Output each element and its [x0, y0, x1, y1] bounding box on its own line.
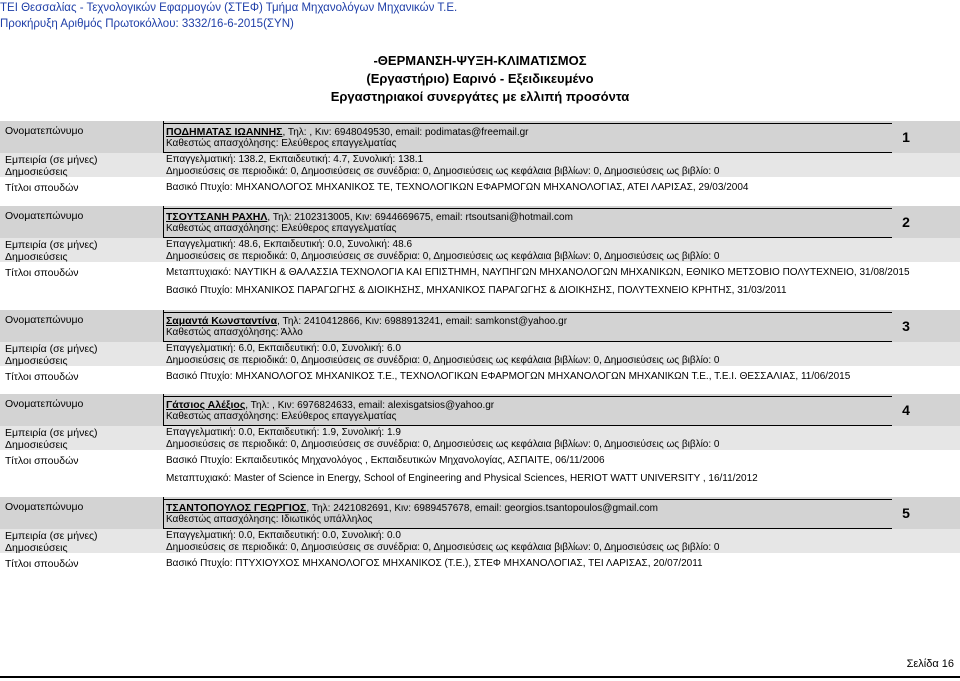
candidate-contact: , Τηλ: , Κιν: 6976824633, email: alexisgatsios@yahoo.gr: [245, 400, 495, 411]
row-band: [0, 426, 960, 438]
name-box-left-rule: [163, 394, 164, 426]
candidate-publications: Δημοσιεύσεις σε περιοδικά: 0, Δημοσιεύσεις σε συνέδρια: 0, Δημοσιεύσεις ως κεφάλαια βιβλίων: 0, Δημοσιεύσεις ως βιβλίο: 0: [166, 542, 720, 553]
candidate-contact: , Τηλ: , Κιν: 6948049530, email: podimatas@freemail.gr: [282, 127, 529, 138]
name-box-left-rule: [163, 310, 164, 342]
label-degrees: Τίτλοι σπουδών: [5, 267, 79, 279]
label-name: Ονοματεπώνυμο: [5, 125, 84, 137]
name-box-bottom-rule: [163, 152, 892, 153]
candidate-number: 4: [902, 402, 910, 418]
label-degrees: Τίτλοι σπουδών: [5, 558, 79, 570]
candidate-experience: Επαγγελματική: 0.0, Εκπαιδευτική: 0.0, Συνολική: 0.0: [166, 530, 401, 541]
candidate-contact: , Τηλ: 2421082691, Κιν: 6989457678, email: georgios.tsantopoulos@gmail.com: [306, 503, 659, 514]
candidate-degree: Βασικό Πτυχίο: ΜΗΧΑΝΟΛΟΓΟΣ ΜΗΧΑΝΙΚΟΣ Τ.Ε., ΤΕΧΝΟΛΟΓΙΚΩΝ ΕΦΑΡΜΟΓΩΝ ΜΗΧΑΝΟΛΟΓΩΝ ΜΗΧΑΝΙΚΩΝ Τ.Ε., Τ.Ε.Ι. ΘΕΣΣΑΛΙΑΣ, 11/06/2015: [166, 371, 851, 382]
name-box-left-rule: [163, 206, 164, 238]
label-publications: Δημοσιεύσεις: [5, 439, 68, 451]
name-box-bottom-rule: [163, 425, 892, 426]
candidate-number: 5: [902, 505, 910, 521]
page-number: Σελίδα 16: [906, 658, 954, 670]
candidate-degree: Μεταπτυχιακό: ΝΑΥΤΙΚΗ & ΘΑΛΑΣΣΙΑ ΤΕΧΝΟΛΟΓΙΑ ΚΑΙ ΕΠΙΣΤΗΜΗ, ΝΑΥΠΗΓΩΝ ΜΗΧΑΝΟΛΟΓΩΝ ΜΗΧΑΝΙΚΩΝ, ΕΘΝΙΚΟ ΜΕΤΣΟΒΙΟ ΠΟΛΥΤΕΧΝΕΙΟ, 31/08/2015: [166, 267, 910, 278]
row-band: [0, 238, 960, 250]
candidate-experience: Επαγγελματική: 48.6, Εκπαιδευτική: 0.0, Συνολική: 48.6: [166, 239, 413, 250]
label-degrees: Τίτλοι σπουδών: [5, 182, 79, 194]
candidate-degree: Βασικό Πτυχίο: ΠΤΥΧΙΟΥΧΟΣ ΜΗΧΑΝΟΛΟΓΟΣ ΜΗΧΑΝΙΚΟΣ (Τ.Ε.), ΣΤΕΦ ΜΗΧΑΝΟΛΟΓΙΑΣ, ΤΕΙ ΛΑΡΙΣΑΣ, 20/07/2011: [166, 558, 703, 569]
row-band: [0, 342, 960, 354]
label-name: Ονοματεπώνυμο: [5, 210, 84, 222]
candidate-name: ΤΣΟΥΤΣΑΝΗ ΡΑΧΗΛ: [166, 211, 268, 223]
label-publications: Δημοσιεύσεις: [5, 542, 68, 554]
candidate-block: [0, 310, 960, 395]
candidate-contact-line: [166, 399, 494, 411]
candidate-employment: Καθεστώς απασχόλησης: Ελεύθερος επαγγελματίας: [166, 223, 397, 234]
name-box-top-rule: [163, 499, 892, 500]
candidate-contact-line: [166, 502, 658, 514]
candidate-contact: , Τηλ: 2410412866, Κιν: 6988913241, email: samkonst@yahoo.gr: [277, 316, 568, 327]
label-degrees: Τίτλοι σπουδών: [5, 455, 79, 467]
header-announcement: Προκήρυξη Αριθμός Πρωτοκόλλου: 3332/16-6-2015(ΣΥΝ): [0, 18, 294, 30]
candidate-contact-line: [166, 315, 567, 327]
label-degrees: Τίτλοι σπουδών: [5, 371, 79, 383]
name-box-top-rule: [163, 123, 892, 124]
label-experience: Εμπειρία (σε μήνες): [5, 530, 98, 542]
candidate-block: [0, 121, 960, 206]
candidate-publications: Δημοσιεύσεις σε περιοδικά: 0, Δημοσιεύσεις σε συνέδρια: 0, Δημοσιεύσεις ως κεφάλαια βιβλίων: 0, Δημοσιεύσεις ως βιβλίο: 0: [166, 251, 720, 262]
candidate-degree: Μεταπτυχιακό: Master of Science in Energy, School of Engineering and Physical Sciences, HERIOT WATT UNIVERSITY , 16/11/2012: [166, 473, 758, 484]
label-name: Ονοματεπώνυμο: [5, 314, 84, 326]
label-experience: Εμπειρία (σε μήνες): [5, 154, 98, 166]
candidate-publications: Δημοσιεύσεις σε περιοδικά: 0, Δημοσιεύσεις σε συνέδρια: 0, Δημοσιεύσεις ως κεφάλαια βιβλίων: 0, Δημοσιεύσεις ως βιβλίο: 0: [166, 355, 720, 366]
label-experience: Εμπειρία (σε μήνες): [5, 343, 98, 355]
candidate-employment: Καθεστώς απασχόλησης: Ιδιωτικός υπάλληλος: [166, 514, 373, 525]
candidate-contact-line: [166, 211, 573, 223]
candidate-block: [0, 206, 960, 309]
name-box-top-rule: [163, 208, 892, 209]
page-subtitle-2: Εργαστηριακοί συνεργάτες με ελλιπή προσόντα: [330, 89, 630, 104]
candidate-block: [0, 497, 960, 582]
name-box-top-rule: [163, 312, 892, 313]
candidate-block: [0, 394, 960, 497]
label-experience: Εμπειρία (σε μήνες): [5, 427, 98, 439]
label-experience: Εμπειρία (σε μήνες): [5, 239, 98, 251]
candidate-employment: Καθεστώς απασχόλησης: Ελεύθερος επαγγελματίας: [166, 138, 397, 149]
page-subtitle: (Εργαστήριο) Εαρινό - Εξειδικευμένο: [366, 71, 594, 86]
row-band: [0, 153, 960, 165]
label-publications: Δημοσιεύσεις: [5, 251, 68, 263]
candidate-degree: Βασικό Πτυχίο: ΜΗΧΑΝΟΛΟΓΟΣ ΜΗΧΑΝΙΚΟΣ ΤΕ, ΤΕΧΝΟΛΟΓΙΚΩΝ ΕΦΑΡΜΟΓΩΝ ΜΗΧΑΝΟΛΟΓΙΑΣ, ΑΤΕΙ ΛΑΡΙΣΑΣ, 29/03/2004: [166, 182, 749, 193]
candidate-number: 3: [902, 318, 910, 334]
name-box-top-rule: [163, 396, 892, 397]
candidate-degree: Βασικό Πτυχίο: ΜΗΧΑΝΙΚΟΣ ΠΑΡΑΓΩΓΗΣ & ΔΙΟΙΚΗΣΗΣ, ΜΗΧΑΝΙΚΟΣ ΠΑΡΑΓΩΓΗΣ & ΔΙΟΙΚΗΣΗΣ, ΠΟΛΥΤΕΧΝΕΙΟ ΚΡΗΤΗΣ, 31/03/2011: [166, 285, 787, 296]
candidate-name: ΤΣΑΝΤΟΠΟΥΛΟΣ ΓΕΩΡΓΙΟΣ: [166, 502, 307, 514]
name-box-left-rule: [163, 497, 164, 529]
candidate-name: ΠΟΔΗΜΑΤΑΣ ΙΩΑΝΝΗΣ: [166, 126, 283, 138]
candidate-name: Σαμαντά Κωνσταντίνα: [166, 315, 278, 327]
candidate-publications: Δημοσιεύσεις σε περιοδικά: 0, Δημοσιεύσεις σε συνέδρια: 0, Δημοσιεύσεις ως κεφάλαια βιβλίων: 0, Δημοσιεύσεις ως βιβλίο: 0: [166, 166, 720, 177]
candidate-experience: Επαγγελματική: 6.0, Εκπαιδευτική: 0.0, Συνολική: 6.0: [166, 343, 401, 354]
candidate-number: 1: [902, 129, 910, 145]
page-title: -ΘΕΡΜΑΝΣΗ-ΨΥΞΗ-ΚΛΙΜΑΤΙΣΜΟΣ: [373, 53, 587, 68]
name-box-bottom-rule: [163, 237, 892, 238]
label-publications: Δημοσιεύσεις: [5, 166, 68, 178]
candidate-experience: Επαγγελματική: 0.0, Εκπαιδευτική: 1.9, Συνολική: 1.9: [166, 427, 401, 438]
candidate-publications: Δημοσιεύσεις σε περιοδικά: 0, Δημοσιεύσεις σε συνέδρια: 0, Δημοσιεύσεις ως κεφάλαια βιβλίων: 0, Δημοσιεύσεις ως βιβλίο: 0: [166, 439, 720, 450]
candidate-contact-line: [166, 126, 529, 138]
candidate-experience: Επαγγελματική: 138.2, Εκπαιδευτική: 4.7, Συνολική: 138.1: [166, 154, 424, 165]
candidate-degree: Βασικό Πτυχίο: Εκπαιδευτικός Μηχανολόγος , Εκπαιδευτικών Μηχανολογίας, ΑΣΠΑΙΤΕ, 06/11/2006: [166, 455, 605, 466]
label-publications: Δημοσιεύσεις: [5, 355, 68, 367]
candidate-number: 2: [902, 214, 910, 230]
name-box-left-rule: [163, 121, 164, 153]
candidate-contact: , Τηλ: 2102313005, Κιν: 6944669675, email: rtsoutsani@hotmail.com: [267, 212, 573, 223]
label-name: Ονοματεπώνυμο: [5, 501, 84, 513]
header-institution: ΤΕΙ Θεσσαλίας - Τεχνολογικών Εφαρμογών (ΣΤΕΦ) Τμήμα Μηχανολόγων Μηχανικών Τ.Ε.: [0, 2, 458, 14]
candidate-employment: Καθεστώς απασχόλησης: Ελεύθερος επαγγελματίας: [166, 411, 397, 422]
candidate-name: Γάτσιος Αλέξιος: [166, 399, 246, 411]
candidate-employment: Καθεστώς απασχόλησης: Άλλο: [166, 327, 303, 338]
name-box-bottom-rule: [163, 341, 892, 342]
label-name: Ονοματεπώνυμο: [5, 398, 84, 410]
row-band: [0, 529, 960, 541]
name-box-bottom-rule: [163, 528, 892, 529]
footer-rule: [0, 676, 960, 678]
